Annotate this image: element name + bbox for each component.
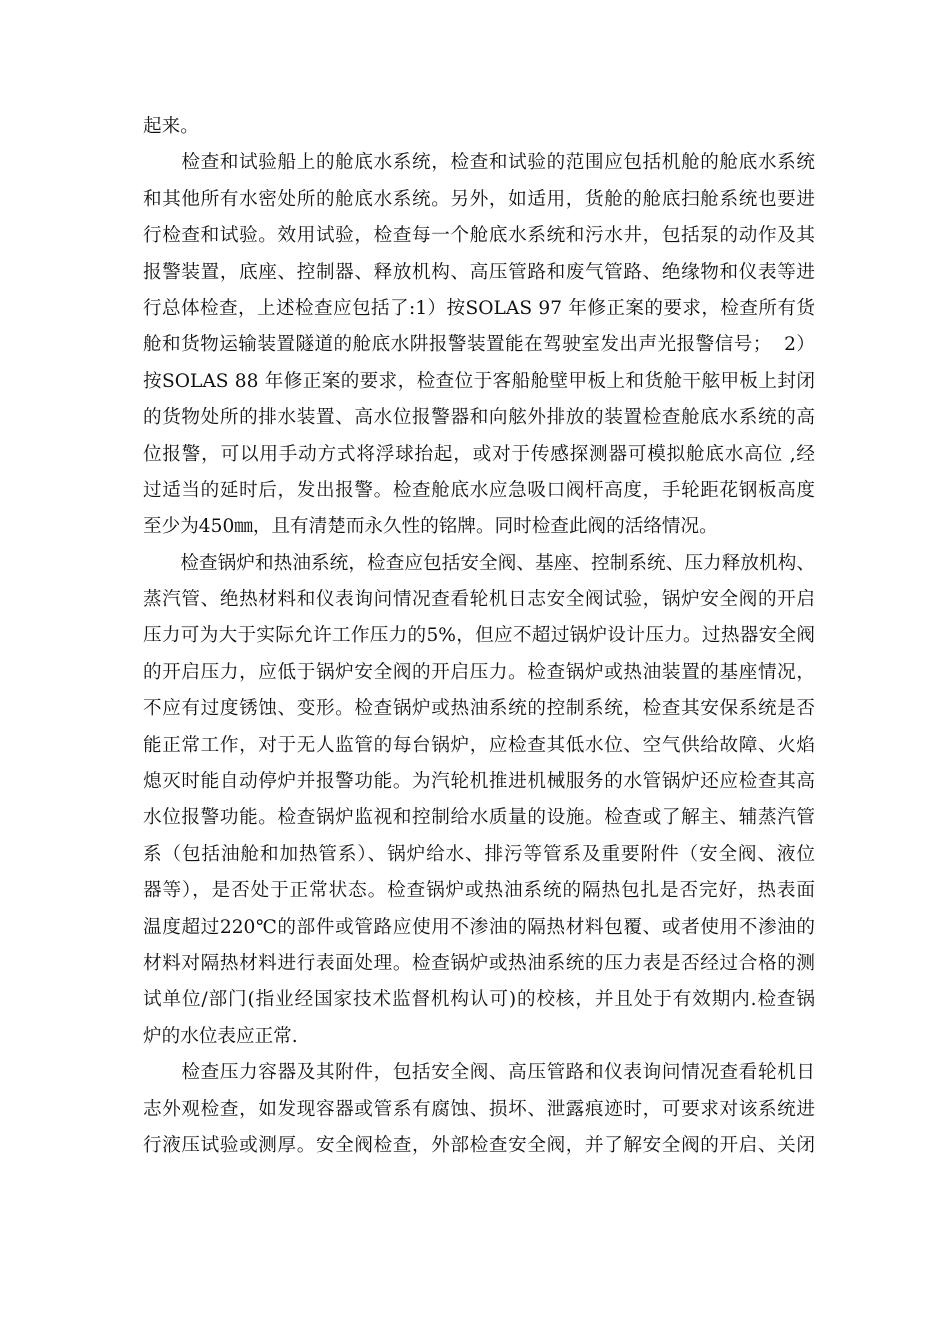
text-line: 按SOLAS 88 年修正案的要求，检查位于客船舱壁甲板上和货舱干舷甲板上封闭 — [143, 370, 815, 392]
text-line: 的开启压力，应低于锅炉安全阀的开启压力。检查锅炉或热油装置的基座情况， — [143, 661, 815, 683]
text-line: 压力可为大于实际允许工作压力的5%，但应不超过锅炉设计压力。过热器安全阀 — [143, 625, 815, 647]
text-line: 水位报警功能。检查锅炉监视和控制给水质量的设施。检查或了解主、辅蒸汽管 — [143, 807, 815, 829]
text-line: 舱和货物运输装置隧道的舱底水阱报警装置能在驾驶室发出声光报警信号； 2） — [143, 334, 815, 356]
text-line: 器等），是否处于正常状态。检查锅炉或热油系统的隔热包扎是否完好，热表面 — [143, 880, 815, 902]
text-line: 行检查和试验。效用试验，检查每一个舱底水系统和污水井，包括泵的动作及其 — [143, 225, 815, 247]
text-line: 志外观检查，如发现容器或管系有腐蚀、损坏、泄露痕迹时，可要求对该系统进 — [143, 1098, 815, 1120]
text-line: 的货物处所的排水装置、高水位报警器和向舷外排放的装置检查舱底水系统的高 — [143, 407, 815, 429]
text-line: 系（包括油舱和加热管系）、锅炉给水、排污等管系及重要附件（安全阀、液位 — [143, 843, 815, 865]
text-line: 至少为450㎜，且有清楚而永久性的铭牌。同时检查此阀的活络情况。 — [143, 516, 718, 538]
text-line: 报警装置，底座、控制器、释放机构、高压管路和废气管路、绝缘物和仪表等进 — [143, 261, 815, 283]
text-line: 和其他所有水密处所的舱底水系统。另外，如适用，货舱的舱底扫舱系统也要进 — [143, 188, 815, 210]
text-line: 温度超过220℃的部件或管路应使用不渗油的隔热材料包覆、或者使用不渗油的 — [143, 916, 815, 938]
text-line: 过适当的延时后，发出报警。检查舱底水应急吸口阀杆高度，手轮距花钢板高度 — [143, 479, 815, 501]
text-line: 检查锅炉和热油系统，检查应包括安全阀、基座、控制系统、压力释放机构、 — [143, 552, 815, 574]
text-line: 不应有过度锈蚀、变形。检查锅炉或热油系统的控制系统，检查其安保系统是否 — [143, 698, 815, 720]
text-line: 炉的水位表应正常. — [143, 1025, 298, 1047]
text-line: 行液压试验或测厚。安全阀检查，外部检查安全阀，并了解安全阀的开启、关闭 — [143, 1134, 815, 1156]
text-line: 试单位/部门(指业经国家技术监督机构认可)的校核，并且处于有效期内.检查锅 — [143, 989, 815, 1011]
text-line: 检查和试验船上的舱底水系统，检查和试验的范围应包括机舱的舱底水系统 — [143, 152, 815, 174]
text-line: 行总体检查，上述检查应包括了:1）按SOLAS 97 年修正案的要求，检查所有货 — [143, 297, 815, 319]
document-body — [143, 109, 815, 1164]
text-line: 检查压力容器及其附件，包括安全阀、高压管路和仪表询问情况查看轮机日 — [143, 1062, 815, 1084]
text-line: 熄灭时能自动停炉并报警功能。为汽轮机推进机械服务的水管锅炉还应检查其高 — [143, 771, 815, 793]
text-line: 位报警，可以用手动方式将浮球抬起，或对于传感探测器可模拟舱底水高位 ,经 — [143, 443, 815, 465]
text-line: 材料对隔热材料进行表面处理。检查锅炉或热油系统的压力表是否经过合格的测 — [143, 952, 815, 974]
text-line: 起来。 — [143, 116, 199, 137]
text-line: 能正常工作，对于无人监管的每台锅炉，应检查其低水位、空气供给故障、火焰 — [143, 734, 815, 756]
text-line: 蒸汽管、绝热材料和仪表询问情况查看轮机日志安全阀试验，锅炉安全阀的开启 — [143, 589, 815, 611]
